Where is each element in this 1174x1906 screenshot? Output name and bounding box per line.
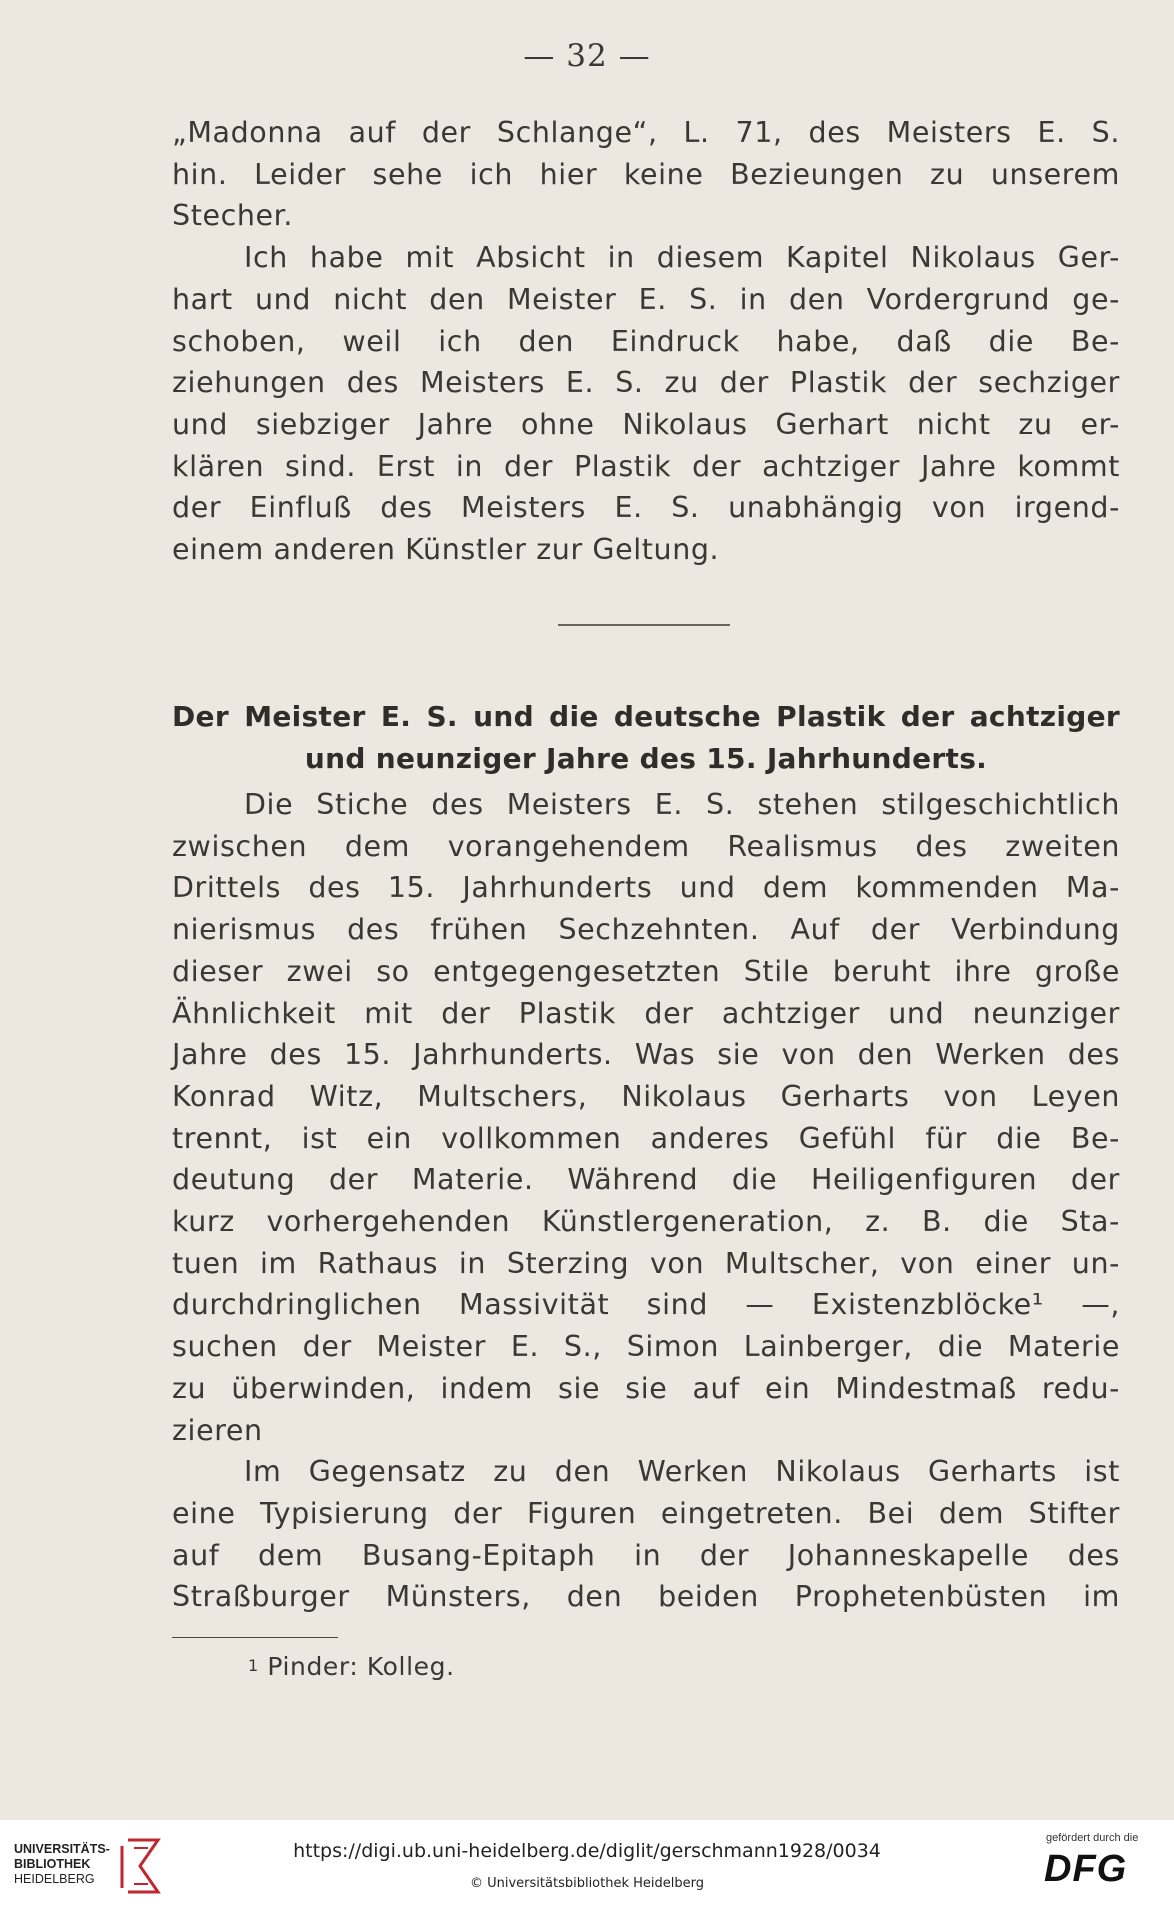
text-line: Ich habe mit Absicht in diesem Kapitel Nikolaus Ger- <box>244 241 1120 275</box>
text-line: suchen der Meister E. S., Simon Lainberger, die Materie <box>172 1330 1120 1364</box>
text-line: Die Stiche des Meisters E. S. stehen stilgeschichtlich <box>244 788 1120 821</box>
text-line: der Einfluß des Meisters E. S. unabhängig von irgend- <box>172 491 1120 525</box>
text-line: zwischen dem vorangehendem Realismus des zweiten <box>172 829 1120 863</box>
section-heading <box>172 696 1120 780</box>
text-line: eine Typisierung der Figuren eingetreten. Bei dem Stifter <box>172 1496 1120 1530</box>
text-line: kurz vorhergehenden Künstlergeneration, z. B. die Sta- <box>172 1205 1120 1239</box>
text-line: „Madonna auf der Schlange“, L. 71, des Meisters E. S. <box>172 116 1120 149</box>
viewer-footer <box>0 1820 1174 1906</box>
page-number: — 32 — <box>523 38 651 74</box>
text-line: zu überwinden, indem sie sie auf ein Mindestmaß redu- <box>172 1371 1120 1405</box>
section-divider <box>558 624 730 626</box>
text-line: trennt, ist ein vollkommen anderes Gefühl für die Be- <box>172 1121 1120 1155</box>
text-line: zieren <box>172 1413 263 1447</box>
text-line: Ähnlichkeit mit der Plastik der achtziger und neunziger <box>172 996 1120 1030</box>
copyright-notice: © Universitätsbibliothek Heidelberg <box>469 1876 704 1891</box>
library-name-line-1: UNIVERSITÄTS- <box>14 1842 110 1856</box>
footnote-text: Pinder: Kolleg. <box>267 1652 455 1681</box>
text-line: Im Gegensatz zu den Werken Nikolaus Gerharts ist <box>244 1455 1120 1489</box>
text-line: schoben, weil ich den Eindruck habe, daß die Be- <box>172 324 1120 358</box>
text-line: und siebziger Jahre ohne Nikolaus Gerhart nicht zu er- <box>172 407 1120 441</box>
text-line: hart und nicht den Meister E. S. in den Vordergrund ge- <box>172 282 1120 316</box>
text-line: nierismus des frühen Sechzehnten. Auf der Verbindung <box>172 913 1120 947</box>
footnote-mark: 1 <box>248 1656 259 1675</box>
text-line: auf dem Busang-Epitaph in der Johanneskapelle des <box>172 1538 1120 1572</box>
text-line: Straßburger Münsters, den beiden Prophetenbüsten im <box>172 1580 1120 1614</box>
text-line: dieser zwei so entgegengesetzten Stile beruht ihre große <box>172 954 1120 988</box>
library-name-line-3: HEIDELBERG <box>14 1872 95 1886</box>
text-line: durchdringlichen Massivität sind — Existenzblöcke¹ —, <box>172 1288 1120 1322</box>
funding-caption: gefördert durch die <box>1046 1832 1139 1844</box>
text-line: hin. Leider sehe ich hier keine Bezieungen zu unserem <box>172 157 1120 191</box>
text-line: ziehungen des Meisters E. S. zu der Plastik der sechziger <box>172 366 1120 400</box>
text-line: einem anderen Künstler zur Geltung. <box>172 533 720 567</box>
heading-line-2: und neunziger Jahre des 15. Jahrhunderts. <box>304 742 988 775</box>
footnote <box>248 1652 455 1681</box>
text-line: tuen im Rathaus in Sterzing von Multscher, von einer un- <box>172 1246 1120 1280</box>
paragraph-block-1 <box>172 112 1120 571</box>
text-line: deutung der Materie. Während die Heiligenfiguren der <box>172 1163 1120 1197</box>
dfg-logo: DFG <box>1044 1848 1128 1890</box>
library-name-line-2: BIBLIOTHEK <box>14 1857 91 1871</box>
text-line: klären sind. Erst in der Plastik der achtziger Jahre kommt <box>172 449 1120 483</box>
paragraph-block-2 <box>172 784 1120 1618</box>
text-line: Jahre des 15. Jahrhunderts. Was sie von den Werken des <box>172 1038 1120 1072</box>
heading-line-1: Der Meister E. S. und die deutsche Plastik der achtziger <box>172 700 1120 733</box>
permalink-url[interactable]: https://digi.ub.uni-heidelberg.de/diglit/gerschmann1928/0034 <box>293 1840 881 1862</box>
footnote-rule <box>172 1637 338 1638</box>
text-line: Stecher. <box>172 199 294 233</box>
text-line: Konrad Witz, Multschers, Nikolaus Gerharts von Leyen <box>172 1079 1120 1113</box>
text-line: Drittels des 15. Jahrhunderts und dem kommenden Ma- <box>172 871 1120 905</box>
